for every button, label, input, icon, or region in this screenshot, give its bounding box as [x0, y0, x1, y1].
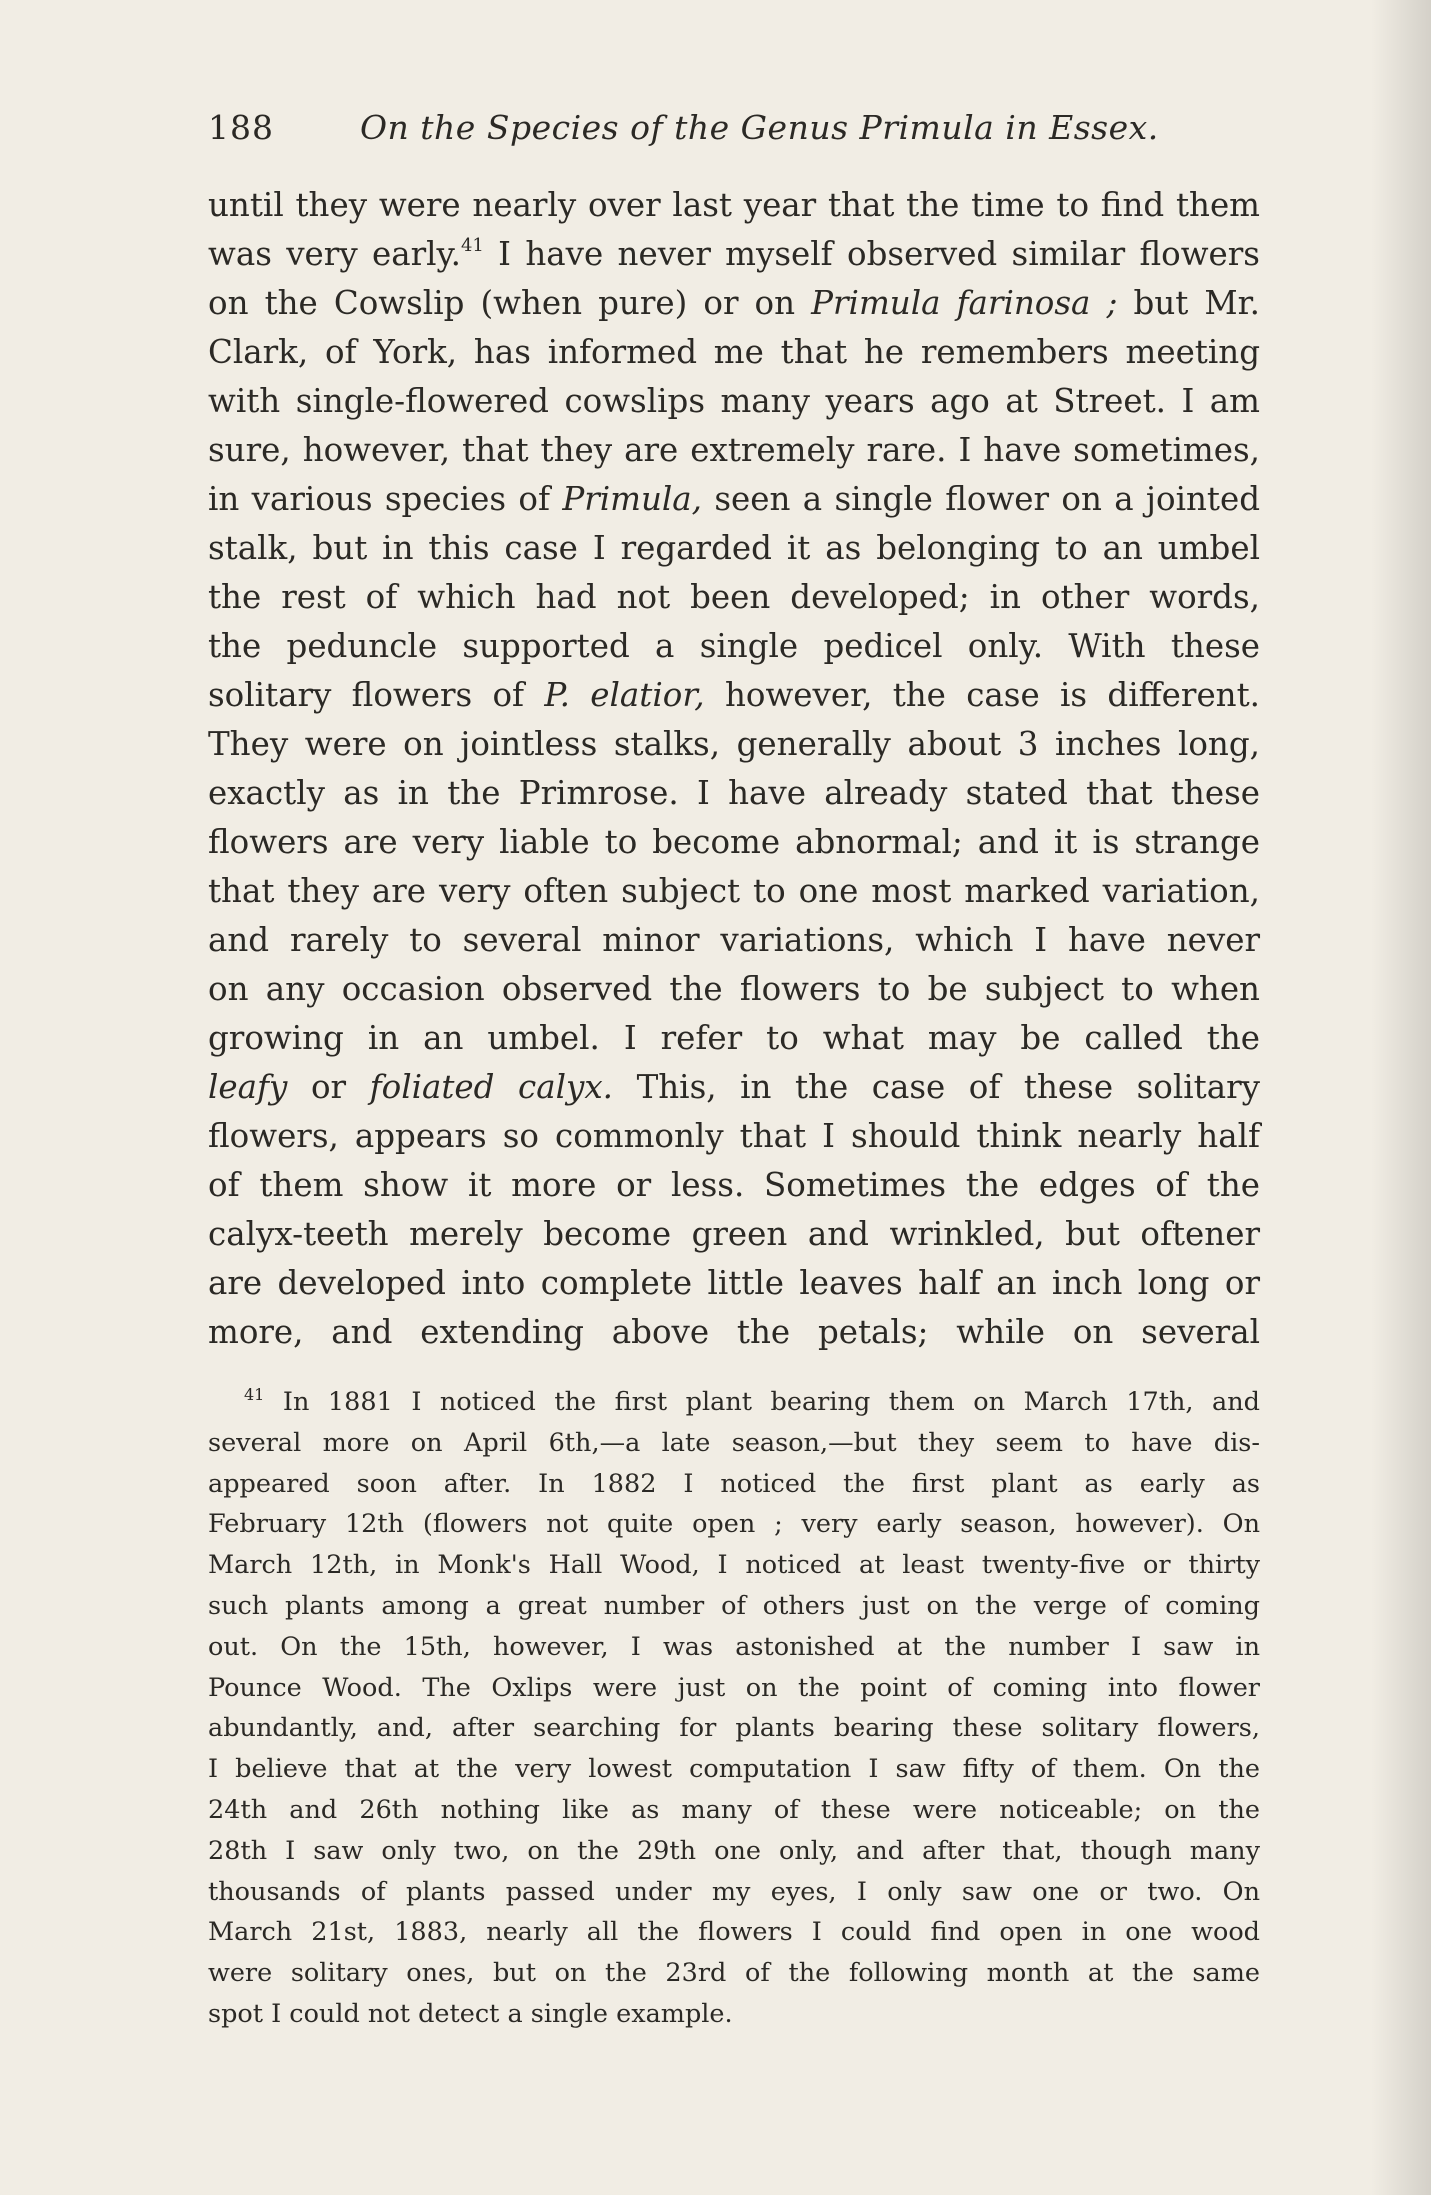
footnote-line: Pounce Wood. The Oxlips were just on the point of coming into flower [208, 1672, 1260, 1703]
text-line: growing in an umbel. I refer to what may be called the [208, 1019, 1260, 1057]
text-line: exactly as in the Primrose. I have already stated that these [208, 774, 1260, 812]
footnote-marker: 41 [244, 1385, 265, 1404]
footnote-line: 28th I saw only two, on the 29th one only, and after that, though many [208, 1835, 1260, 1866]
text-line: solitary flowers of P. elatior, however, the case is different. [208, 676, 1260, 714]
main-text [208, 181, 1260, 1357]
text-line: with single-flowered cowslips many years ago at Street. I am [208, 382, 1260, 420]
text-line: leafy or foliated calyx. This, in the case of these solitary [208, 1068, 1260, 1106]
text-line: are developed into complete little leaves half an inch long or [208, 1264, 1260, 1302]
footnote-line: such plants among a great number of others just on the verge of coming [208, 1590, 1260, 1621]
text-line: and rarely to several minor variations, which I have never [208, 921, 1260, 959]
footnote-line: were solitary ones, but on the 23rd of the following month at the same [208, 1958, 1260, 1989]
footnote-line: I believe that at the very lowest computation I saw fifty of them. On the [208, 1754, 1260, 1785]
text-line: of them show it more or less. Sometimes the edges of the [208, 1166, 1260, 1204]
page-edge-shadow [1371, 0, 1431, 2195]
text-line: more, and extending above the petals; while on several [208, 1313, 1260, 1351]
footnote-line: March 12th, in Monk's Hall Wood, I noticed at least twenty-five or thirty [208, 1550, 1260, 1581]
text-line: stalk, but in this case I regarded it as belonging to an umbel [208, 529, 1260, 567]
footnote-line: several more on April 6th,—a late season,—but they seem to have dis- [208, 1427, 1260, 1458]
text-line: in various species of Primula, seen a single flower on a jointed [208, 480, 1260, 518]
text-line: flowers, appears so commonly that I should think nearly half [208, 1117, 1260, 1155]
text-line: Clark, of York, has informed me that he remembers meeting [208, 333, 1260, 371]
text-line: until they were nearly over last year that the time to find them [208, 186, 1260, 224]
text-line: flowers are very liable to become abnormal; and it is strange [208, 823, 1260, 861]
footnote-line: out. On the 15th, however, I was astonished at the number I saw in [208, 1631, 1260, 1662]
footnote-line: thousands of plants passed under my eyes, I only saw one or two. On [208, 1876, 1260, 1907]
text-line: the rest of which had not been developed; in other words, [208, 578, 1260, 616]
text-line: sure, however, that they are extremely rare. I have sometimes, [208, 431, 1260, 469]
text-line: the peduncle supported a single pedicel only. With these [208, 627, 1260, 665]
footnote [208, 1382, 1260, 2035]
text-line: on the Cowslip (when pure) or on Primula farinosa ; but Mr. [208, 284, 1260, 322]
footnote-line: spot I could not detect a single example. [208, 1998, 733, 2029]
footnote-reference: 41 [460, 235, 484, 256]
footnote-line: March 21st, 1883, nearly all the flowers I could find open in one wood [208, 1917, 1260, 1948]
footnote-line: February 12th (flowers not quite open ; very early season, however). On [208, 1509, 1260, 1540]
text-line: calyx-teeth merely become green and wrinkled, but oftener [208, 1215, 1260, 1253]
footnote-line: appeared soon after. In 1882 I noticed the first plant as early as [208, 1468, 1260, 1499]
footnote-line: 24th and 26th nothing like as many of these were noticeable; on the [208, 1794, 1260, 1825]
text-line: was very early.$^{41}$ I have never myself observed similar flowers [208, 235, 1260, 273]
footnote-line: abundantly, and, after searching for plants bearing these solitary flowers, [208, 1713, 1260, 1744]
text-line: that they are very often subject to one most marked variation, [208, 872, 1260, 910]
text-line: on any occasion observed the flowers to be subject to when [208, 970, 1260, 1008]
page-header [208, 104, 1268, 154]
page-number: 188 [208, 108, 274, 147]
footnote-line: $^{41}$ In 1881 I noticed the first plant bearing them on March 17th, and [244, 1385, 1260, 1417]
running-title: On the Species of the Genus Primula in Essex. [360, 108, 1159, 147]
text-line: They were on jointless stalks, generally about 3 inches long, [208, 725, 1260, 763]
